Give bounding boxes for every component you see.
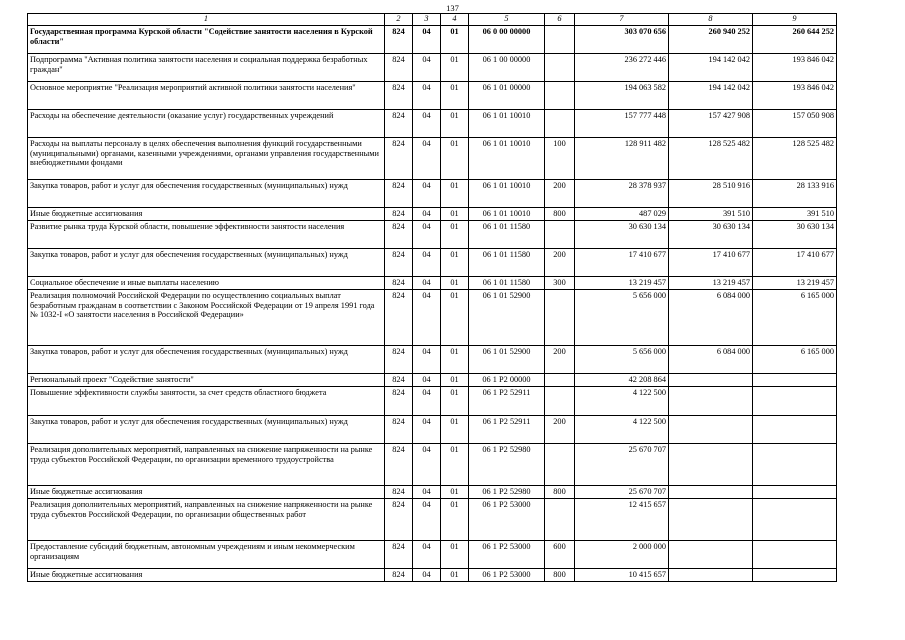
target-article-code: 06 1 01 52900 [469, 346, 545, 374]
table-row [28, 290, 837, 346]
amount-col-9: 17 410 677 [753, 249, 837, 277]
section-code: 04 [413, 110, 441, 138]
column-number: 6 [545, 14, 575, 26]
subsection-code: 01 [441, 26, 469, 54]
target-article-code: 06 1 P2 52911 [469, 416, 545, 444]
ministry-code: 824 [385, 387, 413, 416]
amount-col-9: 6 165 000 [753, 290, 837, 346]
ministry-code: 824 [385, 249, 413, 277]
amount-col-9: 391 510 [753, 208, 837, 221]
column-number: 2 [385, 14, 413, 26]
table-row [28, 277, 837, 290]
amount-col-7: 4 122 500 [575, 416, 669, 444]
column-numbers-row [28, 14, 837, 26]
ministry-code: 824 [385, 138, 413, 180]
row-name: Закупка товаров, работ и услуг для обеспечения государственных (муниципальных) нужд [28, 180, 385, 208]
amount-col-9: 260 644 252 [753, 26, 837, 54]
row-name: Иные бюджетные ассигнования [28, 569, 385, 582]
amount-col-8: 194 142 042 [669, 82, 753, 110]
expense-type-code [545, 54, 575, 82]
subsection-code: 01 [441, 346, 469, 374]
amount-col-7: 12 415 657 [575, 499, 669, 541]
target-article-code: 06 1 01 10010 [469, 138, 545, 180]
subsection-code: 01 [441, 541, 469, 569]
section-code: 04 [413, 180, 441, 208]
page-number: 137 [446, 3, 459, 13]
amount-col-9 [753, 541, 837, 569]
amount-col-7: 4 122 500 [575, 387, 669, 416]
expense-type-code [545, 110, 575, 138]
expense-type-code: 200 [545, 346, 575, 374]
section-code: 04 [413, 26, 441, 54]
expense-type-code: 200 [545, 416, 575, 444]
subsection-code: 01 [441, 221, 469, 249]
amount-col-7: 42 208 864 [575, 374, 669, 387]
section-code: 04 [413, 374, 441, 387]
amount-col-7: 128 911 482 [575, 138, 669, 180]
amount-col-7: 487 029 [575, 208, 669, 221]
target-article-code: 06 0 00 00000 [469, 26, 545, 54]
subsection-code: 01 [441, 374, 469, 387]
table-row [28, 221, 837, 249]
amount-col-8: 17 410 677 [669, 249, 753, 277]
column-number: 8 [669, 14, 753, 26]
expense-type-code: 600 [545, 541, 575, 569]
row-name: Предоставление субсидий бюджетным, автономным учреждениям и иным некоммерческим организациям [28, 541, 385, 569]
row-name: Реализация полномочий Российской Федерации по осуществлению социальных выплат безработным гражданам в соответствии с Законом Российской Федерации от 19 апреля 1991 года № 1032-I «О занятости населения в Российской Федерации» [28, 290, 385, 346]
amount-col-8 [669, 486, 753, 499]
target-article-code: 06 1 P2 53000 [469, 541, 545, 569]
row-name: Иные бюджетные ассигнования [28, 486, 385, 499]
amount-col-8 [669, 416, 753, 444]
ministry-code: 824 [385, 290, 413, 346]
expense-type-code [545, 444, 575, 486]
expense-type-code: 800 [545, 486, 575, 499]
target-article-code: 06 1 01 10010 [469, 180, 545, 208]
amount-col-9: 28 133 916 [753, 180, 837, 208]
section-code: 04 [413, 387, 441, 416]
table-row [28, 387, 837, 416]
subsection-code: 01 [441, 138, 469, 180]
section-code: 04 [413, 416, 441, 444]
section-code: 04 [413, 82, 441, 110]
table-row [28, 569, 837, 582]
row-name: Развитие рынка труда Курской области, повышение эффективности занятости населения [28, 221, 385, 249]
column-number: 3 [413, 14, 441, 26]
expense-type-code: 800 [545, 569, 575, 582]
amount-col-7: 2 000 000 [575, 541, 669, 569]
ministry-code: 824 [385, 569, 413, 582]
table-row [28, 110, 837, 138]
amount-col-7: 25 670 707 [575, 444, 669, 486]
ministry-code: 824 [385, 208, 413, 221]
table-row [28, 499, 837, 541]
table-row [28, 486, 837, 499]
row-name: Закупка товаров, работ и услуг для обеспечения государственных (муниципальных) нужд [28, 249, 385, 277]
amount-col-7: 10 415 657 [575, 569, 669, 582]
amount-col-9: 6 165 000 [753, 346, 837, 374]
amount-col-8 [669, 444, 753, 486]
expense-type-code [545, 374, 575, 387]
section-code: 04 [413, 54, 441, 82]
amount-col-9 [753, 374, 837, 387]
subsection-code: 01 [441, 249, 469, 277]
expense-type-code: 300 [545, 277, 575, 290]
amount-col-8: 30 630 134 [669, 221, 753, 249]
amount-col-9: 193 846 042 [753, 54, 837, 82]
amount-col-8: 6 084 000 [669, 290, 753, 346]
table-row [28, 374, 837, 387]
amount-col-9 [753, 499, 837, 541]
subsection-code: 01 [441, 290, 469, 346]
table-row [28, 26, 837, 54]
table-row [28, 249, 837, 277]
row-name: Реализация дополнительных мероприятий, направленных на снижение напряженности на рынке труда субъектов Российской Федерации, по организации временного трудоустройства [28, 444, 385, 486]
target-article-code: 06 1 01 11580 [469, 249, 545, 277]
subsection-code: 01 [441, 208, 469, 221]
section-code: 04 [413, 208, 441, 221]
amount-col-9 [753, 486, 837, 499]
expense-type-code: 200 [545, 249, 575, 277]
amount-col-9: 193 846 042 [753, 82, 837, 110]
amount-col-7: 303 070 656 [575, 26, 669, 54]
ministry-code: 824 [385, 110, 413, 138]
section-code: 04 [413, 444, 441, 486]
row-name: Закупка товаров, работ и услуг для обеспечения государственных (муниципальных) нужд [28, 346, 385, 374]
column-number: 7 [575, 14, 669, 26]
target-article-code: 06 1 01 10010 [469, 208, 545, 221]
target-article-code: 06 1 P2 52911 [469, 387, 545, 416]
row-name: Региональный проект "Содействие занятости" [28, 374, 385, 387]
table-row [28, 416, 837, 444]
ministry-code: 824 [385, 416, 413, 444]
section-code: 04 [413, 138, 441, 180]
target-article-code: 06 1 01 11580 [469, 221, 545, 249]
target-article-code: 06 1 P2 53000 [469, 569, 545, 582]
subsection-code: 01 [441, 499, 469, 541]
ministry-code: 824 [385, 499, 413, 541]
row-name: Реализация дополнительных мероприятий, направленных на снижение напряженности на рынке труда субъектов Российской Федерации, по организации общественных работ [28, 499, 385, 541]
table-row [28, 444, 837, 486]
section-code: 04 [413, 541, 441, 569]
subsection-code: 01 [441, 444, 469, 486]
ministry-code: 824 [385, 541, 413, 569]
column-number: 5 [469, 14, 545, 26]
section-code: 04 [413, 346, 441, 374]
target-article-code: 06 1 P2 52980 [469, 486, 545, 499]
ministry-code: 824 [385, 277, 413, 290]
target-article-code: 06 1 01 00000 [469, 82, 545, 110]
expense-type-code: 800 [545, 208, 575, 221]
ministry-code: 824 [385, 180, 413, 208]
subsection-code: 01 [441, 277, 469, 290]
amount-col-9: 13 219 457 [753, 277, 837, 290]
row-name: Иные бюджетные ассигнования [28, 208, 385, 221]
subsection-code: 01 [441, 180, 469, 208]
amount-col-9 [753, 416, 837, 444]
ministry-code: 824 [385, 444, 413, 486]
amount-col-8: 28 510 916 [669, 180, 753, 208]
column-number: 1 [28, 14, 385, 26]
target-article-code: 06 1 01 11580 [469, 277, 545, 290]
amount-col-9 [753, 387, 837, 416]
table-row [28, 208, 837, 221]
section-code: 04 [413, 249, 441, 277]
target-article-code: 06 1 01 10010 [469, 110, 545, 138]
amount-col-7: 236 272 446 [575, 54, 669, 82]
subsection-code: 01 [441, 82, 469, 110]
amount-col-8: 6 084 000 [669, 346, 753, 374]
target-article-code: 06 1 00 00000 [469, 54, 545, 82]
amount-col-7: 5 656 000 [575, 290, 669, 346]
section-code: 04 [413, 221, 441, 249]
section-code: 04 [413, 569, 441, 582]
table-row [28, 54, 837, 82]
expense-type-code: 100 [545, 138, 575, 180]
table-row [28, 82, 837, 110]
ministry-code: 824 [385, 374, 413, 387]
row-name: Государственная программа Курской области "Содействие занятости населения в Курской области" [28, 26, 385, 54]
row-name: Социальное обеспечение и иные выплаты населению [28, 277, 385, 290]
subsection-code: 01 [441, 416, 469, 444]
amount-col-8: 157 427 908 [669, 110, 753, 138]
table-row [28, 346, 837, 374]
amount-col-8: 260 940 252 [669, 26, 753, 54]
amount-col-7: 13 219 457 [575, 277, 669, 290]
ministry-code: 824 [385, 54, 413, 82]
expense-type-code [545, 290, 575, 346]
target-article-code: 06 1 P2 00000 [469, 374, 545, 387]
amount-col-9: 128 525 482 [753, 138, 837, 180]
row-name: Повышение эффективности службы занятости, за счет средств областного бюджета [28, 387, 385, 416]
expense-type-code [545, 26, 575, 54]
amount-col-7: 157 777 448 [575, 110, 669, 138]
row-name: Закупка товаров, работ и услуг для обеспечения государственных (муниципальных) нужд [28, 416, 385, 444]
amount-col-9: 30 630 134 [753, 221, 837, 249]
row-name: Подпрограмма "Активная политика занятости населения и социальная поддержка безработных граждан" [28, 54, 385, 82]
amount-col-8: 194 142 042 [669, 54, 753, 82]
amount-col-8: 128 525 482 [669, 138, 753, 180]
amount-col-7: 25 670 707 [575, 486, 669, 499]
ministry-code: 824 [385, 82, 413, 110]
section-code: 04 [413, 277, 441, 290]
amount-col-8 [669, 569, 753, 582]
amount-col-7: 194 063 582 [575, 82, 669, 110]
ministry-code: 824 [385, 486, 413, 499]
expense-type-code: 200 [545, 180, 575, 208]
expense-type-code [545, 387, 575, 416]
expense-type-code [545, 82, 575, 110]
expense-type-code [545, 499, 575, 541]
row-name: Расходы на выплаты персоналу в целях обеспечения выполнения функций государственными (муниципальными) органами, казенными учреждениями, органами управления государственными внебюджетными фондами [28, 138, 385, 180]
section-code: 04 [413, 290, 441, 346]
table-row [28, 138, 837, 180]
expense-type-code [545, 221, 575, 249]
amount-col-9 [753, 444, 837, 486]
amount-col-8 [669, 387, 753, 416]
subsection-code: 01 [441, 486, 469, 499]
amount-col-7: 5 656 000 [575, 346, 669, 374]
column-number: 9 [753, 14, 837, 26]
amount-col-7: 30 630 134 [575, 221, 669, 249]
subsection-code: 01 [441, 387, 469, 416]
section-code: 04 [413, 499, 441, 541]
target-article-code: 06 1 P2 52980 [469, 444, 545, 486]
amount-col-8 [669, 374, 753, 387]
amount-col-7: 17 410 677 [575, 249, 669, 277]
row-name: Основное мероприятие "Реализация мероприятий активной политики занятости населения" [28, 82, 385, 110]
amount-col-9 [753, 569, 837, 582]
amount-col-9: 157 050 908 [753, 110, 837, 138]
column-number: 4 [441, 14, 469, 26]
row-name: Расходы на обеспечение деятельности (оказание услуг) государственных учреждений [28, 110, 385, 138]
subsection-code: 01 [441, 569, 469, 582]
subsection-code: 01 [441, 110, 469, 138]
amount-col-8: 13 219 457 [669, 277, 753, 290]
ministry-code: 824 [385, 26, 413, 54]
ministry-code: 824 [385, 221, 413, 249]
ministry-code: 824 [385, 346, 413, 374]
subsection-code: 01 [441, 54, 469, 82]
target-article-code: 06 1 P2 53000 [469, 499, 545, 541]
table-row [28, 180, 837, 208]
amount-col-8: 391 510 [669, 208, 753, 221]
amount-col-8 [669, 541, 753, 569]
budget-table [27, 13, 837, 582]
section-code: 04 [413, 486, 441, 499]
amount-col-7: 28 378 937 [575, 180, 669, 208]
table-row [28, 541, 837, 569]
amount-col-8 [669, 499, 753, 541]
target-article-code: 06 1 01 52900 [469, 290, 545, 346]
